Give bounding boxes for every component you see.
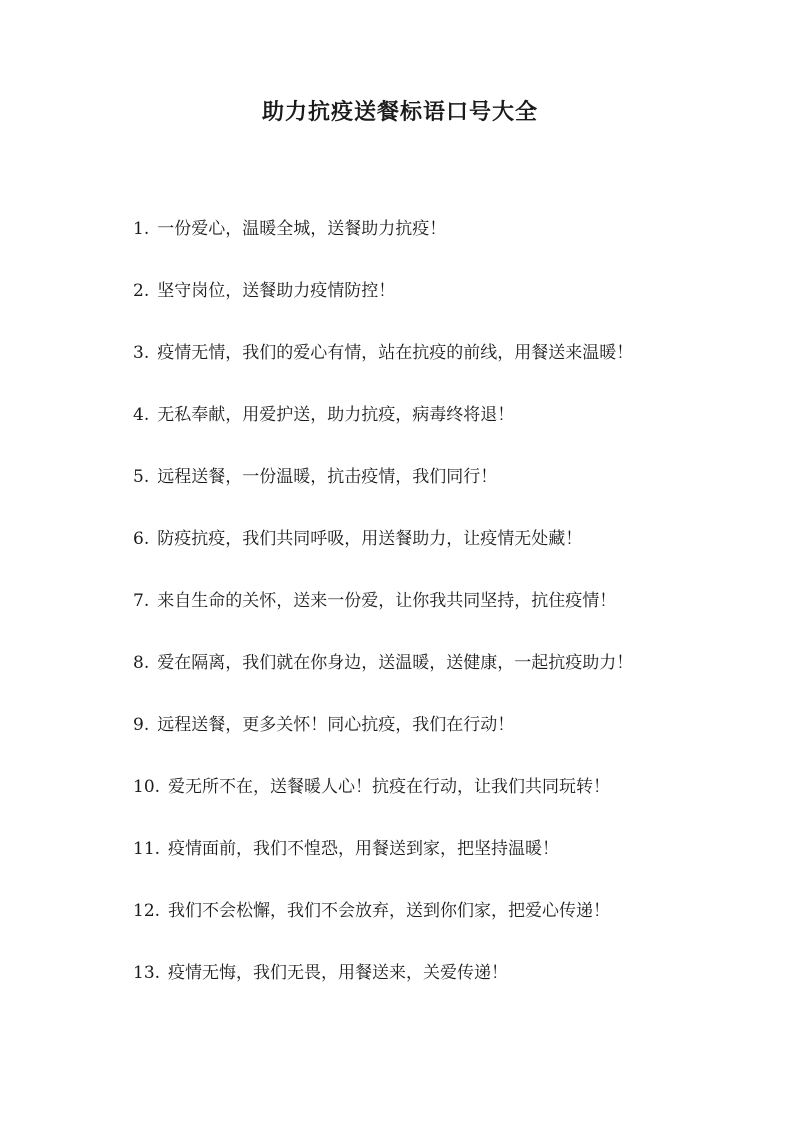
item-number: 10. (133, 777, 161, 797)
item-number: 5. (133, 467, 150, 487)
list-item (133, 275, 753, 337)
list-item (133, 771, 753, 833)
item-number: 9. (133, 715, 150, 735)
page-title: 助力抗疫送餐标语口号大全 (261, 99, 538, 125)
item-number: 12. (133, 901, 161, 921)
item-number: 2. (133, 281, 150, 301)
item-text: 来自生命的关怀，送来一份爱，让你我共同坚持，抗住疫情！ (157, 591, 617, 611)
item-text: 疫情面前，我们不惶恐，用餐送到家，把坚持温暖！ (168, 839, 560, 859)
slogan-list (133, 213, 753, 1019)
item-text: 疫情无悔，我们无畏，用餐送来，关爱传递！ (168, 963, 509, 983)
list-item (133, 213, 753, 275)
item-text: 爱无所不在，送餐暖人心！抗疫在行动，让我们共同玩转！ (168, 777, 611, 797)
list-item (133, 461, 753, 523)
item-number: 1. (133, 219, 150, 239)
list-item (133, 957, 753, 1019)
item-number: 13. (133, 963, 161, 983)
item-text: 防疫抗疫，我们共同呼吸，用送餐助力，让疫情无处藏！ (157, 529, 583, 549)
list-item (133, 647, 753, 709)
item-text: 远程送餐，一份温暖，抗击疫情，我们同行！ (157, 467, 498, 487)
item-number: 3. (133, 343, 150, 363)
item-number: 8. (133, 653, 150, 673)
item-number: 4. (133, 405, 150, 425)
item-text: 疫情无情，我们的爱心有情，站在抗疫的前线，用餐送来温暖！ (157, 343, 634, 363)
list-item (133, 895, 753, 957)
list-item (133, 399, 753, 461)
item-number: 7. (133, 591, 150, 611)
item-text: 坚守岗位，送餐助力疫情防控！ (157, 281, 396, 301)
list-item (133, 709, 753, 771)
list-item (133, 585, 753, 647)
item-text: 无私奉献，用爱护送，助力抗疫，病毒终将退！ (157, 405, 515, 425)
item-text: 远程送餐，更多关怀！同心抗疫，我们在行动！ (157, 715, 515, 735)
item-text: 一份爱心，温暖全城，送餐助力抗疫！ (157, 219, 447, 239)
list-item (133, 337, 753, 399)
list-item (133, 523, 753, 585)
list-item (133, 833, 753, 895)
item-number: 11. (133, 839, 161, 859)
item-text: 爱在隔离，我们就在你身边，送温暖，送健康，一起抗疫助力！ (157, 653, 634, 673)
item-number: 6. (133, 529, 150, 549)
item-text: 我们不会松懈，我们不会放弃，送到你们家，把爱心传递！ (168, 901, 611, 921)
